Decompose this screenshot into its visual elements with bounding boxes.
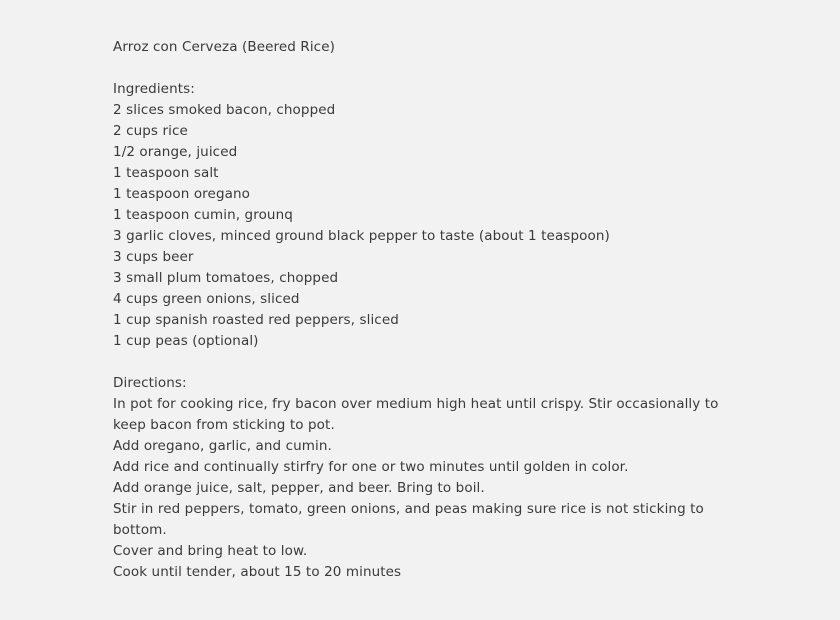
ingredient-item: 3 small plum tomatoes, chopped: [113, 270, 339, 286]
ingredient-item: 1 teaspoon oregano: [113, 186, 250, 202]
ingredient-item: 3 cups beer: [113, 249, 194, 265]
spacer: [113, 58, 813, 79]
ingredient-item: 2 cups rice: [113, 123, 188, 139]
ingredient-item: 1/2 orange, juiced: [113, 144, 238, 160]
direction-step: Cook until tender, about 15 to 20 minutes: [113, 564, 402, 580]
ingredient-item: 2 slices smoked bacon, chopped: [113, 102, 336, 118]
ingredients-heading: Ingredients:: [113, 81, 195, 97]
spacer: [113, 352, 813, 373]
ingredient-item: 1 teaspoon cumin, grounq: [113, 207, 293, 223]
ingredient-item: 1 cup spanish roasted red peppers, sliced: [113, 312, 399, 328]
direction-step: Stir in red peppers, tomato, green onions, and peas making sure rice is not sticking to bottom.: [113, 501, 704, 538]
recipe-title: Arroz con Cerveza (Beered Rice): [113, 39, 335, 55]
directions-list: [113, 394, 813, 583]
ingredient-item: 4 cups green onions, sliced: [113, 291, 300, 307]
direction-step: Add oregano, garlic, and cumin.: [113, 438, 332, 454]
direction-step: Cover and bring heat to low.: [113, 543, 308, 559]
direction-step: Add orange juice, salt, pepper, and beer. Bring to boil.: [113, 480, 485, 496]
ingredient-item: 1 teaspoon salt: [113, 165, 219, 181]
ingredient-item: 1 cup peas (optional): [113, 333, 259, 349]
ingredient-item: 3 garlic cloves, minced ground black pepper to taste (about 1 teaspoon): [113, 228, 610, 244]
ingredients-list: [113, 100, 813, 352]
recipe-document: [113, 37, 813, 583]
direction-step: In pot for cooking rice, fry bacon over medium high heat until crispy. Stir occasionally to keep bacon from sticking to pot.: [113, 396, 719, 433]
direction-step: Add rice and continually stirfry for one or two minutes until golden in color.: [113, 459, 629, 475]
directions-heading: Directions:: [113, 375, 187, 391]
